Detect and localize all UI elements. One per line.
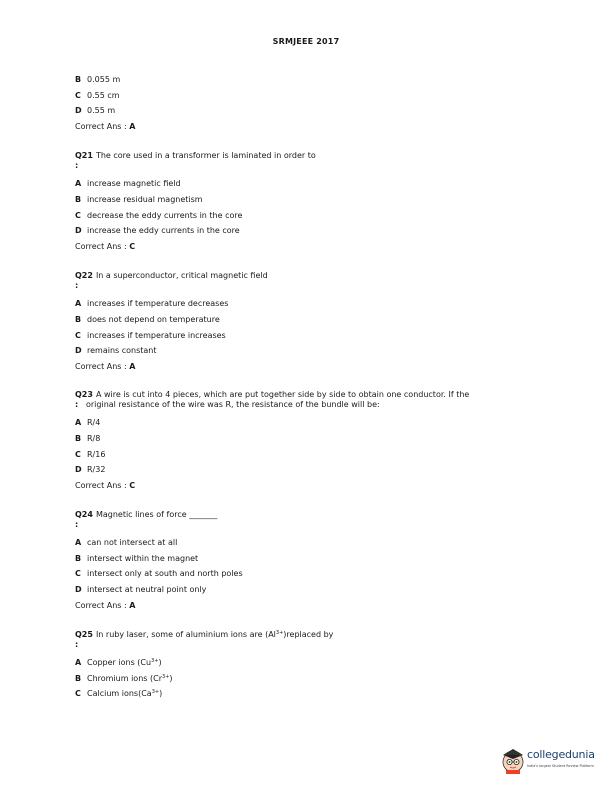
option-text: increase magnetic field — [87, 179, 181, 189]
ion-charge: 3+ — [275, 630, 284, 637]
q21-option-b — [75, 192, 535, 208]
option-text: Calcium ions(Ca — [87, 689, 152, 699]
question-number: Q25 — [75, 630, 93, 640]
option-letter: B — [75, 553, 82, 563]
option-letter: B — [75, 673, 82, 683]
page-title: SRMJEEE 2017 — [272, 37, 340, 46]
option-letter: C — [75, 210, 81, 220]
q24-option-c — [75, 566, 535, 582]
q25-option-a — [75, 655, 535, 671]
option-letter: B — [75, 314, 82, 324]
collegedunia-logo — [500, 745, 604, 775]
q23-option-c — [75, 447, 535, 463]
option-letter: C — [75, 330, 81, 340]
option-text: increases if temperature decreases — [87, 299, 229, 309]
q22-option-b — [75, 312, 535, 328]
logo-tagline: India's largest Student Review Platform — [527, 764, 594, 768]
q22-option-d — [75, 343, 535, 359]
question-text-post: )replaced by — [283, 630, 334, 640]
q22-option-c — [75, 328, 535, 344]
q25-option-b — [75, 671, 535, 687]
q21-correct-answer — [75, 239, 535, 255]
q20-tail — [75, 72, 535, 134]
option-letter: B — [75, 75, 82, 84]
question-colon: : — [75, 640, 79, 650]
q21-option-d — [75, 223, 535, 239]
q20-option-c — [75, 88, 535, 104]
option-text: Chromium ions (Cr — [87, 673, 162, 683]
question-q24 — [75, 509, 535, 613]
option-text: can not intersect at all — [87, 538, 178, 548]
q25-option-c — [75, 686, 535, 702]
q20-correct-answer — [75, 119, 535, 135]
option-text: R/16 — [87, 449, 106, 459]
question-number: Q21 — [75, 151, 93, 161]
option-text: increases if temperature increases — [87, 330, 226, 340]
option-letter: A — [75, 299, 82, 309]
question-colon: : — [75, 281, 79, 291]
question-text-line-1: A wire is cut into 4 pieces, which are put together side by side to obtain one conductor. If the — [95, 390, 470, 400]
option-text-end: ) — [158, 658, 162, 668]
q21-option-a — [75, 176, 535, 192]
correct-label: Correct Ans : — [75, 600, 127, 610]
option-text: 0.55 m — [87, 106, 116, 116]
option-letter: A — [75, 538, 82, 548]
option-text: intersect within the magnet — [87, 553, 199, 563]
correct-value: A — [129, 361, 136, 371]
question-q21 — [75, 150, 535, 254]
option-text: Copper ions (Cu — [87, 658, 152, 668]
question-number: Q23 — [75, 390, 93, 400]
correct-label: Correct Ans : — [75, 241, 127, 251]
question-number: Q22 — [75, 271, 93, 281]
option-text: 0.55 cm — [87, 90, 120, 100]
question-q22 — [75, 270, 535, 374]
question-text-line-2: original resistance of the wire was R, the resistance of the bundle will be: — [86, 400, 380, 410]
ion-charge: 3+ — [151, 658, 159, 665]
option-letter: D — [75, 465, 82, 475]
correct-value: A — [129, 600, 136, 610]
q20-option-b — [75, 72, 535, 88]
option-text: remains constant — [87, 346, 157, 356]
q23-correct-answer — [75, 478, 535, 494]
option-letter: D — [75, 585, 82, 595]
ion-charge: 3+ — [151, 689, 160, 696]
option-text: increase the eddy currents in the core — [87, 226, 240, 236]
question-text: In a superconductor, critical magnetic field — [95, 271, 268, 281]
q22-correct-answer — [75, 359, 535, 375]
q23-option-a — [75, 415, 535, 431]
option-letter: B — [75, 194, 82, 204]
option-text: 0.055 m — [87, 75, 121, 84]
option-letter: C — [75, 689, 81, 699]
question-number: Q24 — [75, 510, 93, 520]
option-letter: C — [75, 90, 81, 100]
ion-charge: 3+ — [161, 673, 170, 680]
option-letter: D — [75, 226, 82, 236]
option-letter: D — [75, 106, 82, 116]
option-letter: B — [75, 433, 82, 443]
option-text: intersect only at south and north poles — [87, 569, 243, 579]
question-colon: : — [75, 400, 79, 410]
question-text-pre: In ruby laser, some of aluminium ions are (Al — [95, 630, 276, 640]
logo-wordmark: collegedunia — [527, 748, 595, 761]
option-text: does not depend on temperature — [87, 314, 220, 324]
q24-option-b — [75, 551, 535, 567]
option-text: intersect at neutral point only — [87, 585, 207, 595]
question-text: Magnetic lines of force _______ — [95, 510, 218, 520]
question-colon: : — [75, 520, 79, 530]
option-text: R/32 — [87, 465, 106, 475]
q24-option-d — [75, 582, 535, 598]
option-letter: A — [75, 418, 82, 428]
option-letter: A — [75, 658, 82, 668]
q24-correct-answer — [75, 598, 535, 614]
question-q23 — [75, 390, 535, 493]
option-text-end: ) — [169, 673, 173, 683]
question-colon: : — [75, 161, 79, 171]
option-letter: C — [75, 449, 81, 459]
question-content — [75, 72, 535, 702]
mascot-icon — [500, 745, 526, 775]
correct-label: Correct Ans : — [75, 121, 127, 131]
option-text: increase residual magnetism — [87, 194, 203, 204]
option-text: R/4 — [87, 418, 101, 428]
correct-label: Correct Ans : — [75, 480, 127, 490]
correct-value: A — [129, 121, 136, 131]
option-letter: D — [75, 346, 82, 356]
option-letter: A — [75, 179, 82, 189]
option-letter: C — [75, 569, 81, 579]
question-q25 — [75, 629, 535, 702]
q20-option-d — [75, 103, 535, 119]
q23-option-b — [75, 431, 535, 447]
option-text: decrease the eddy currents in the core — [87, 210, 243, 220]
correct-value: C — [129, 480, 136, 490]
option-text: R/8 — [87, 433, 101, 443]
correct-label: Correct Ans : — [75, 361, 127, 371]
q23-option-d — [75, 462, 535, 478]
question-text: The core used in a transformer is laminated in order to — [95, 151, 316, 161]
question-text — [96, 629, 535, 640]
q24-option-a — [75, 535, 535, 551]
q22-option-a — [75, 296, 535, 312]
correct-value: C — [129, 241, 136, 251]
q21-option-c — [75, 208, 535, 224]
option-text-end: ) — [159, 689, 163, 699]
